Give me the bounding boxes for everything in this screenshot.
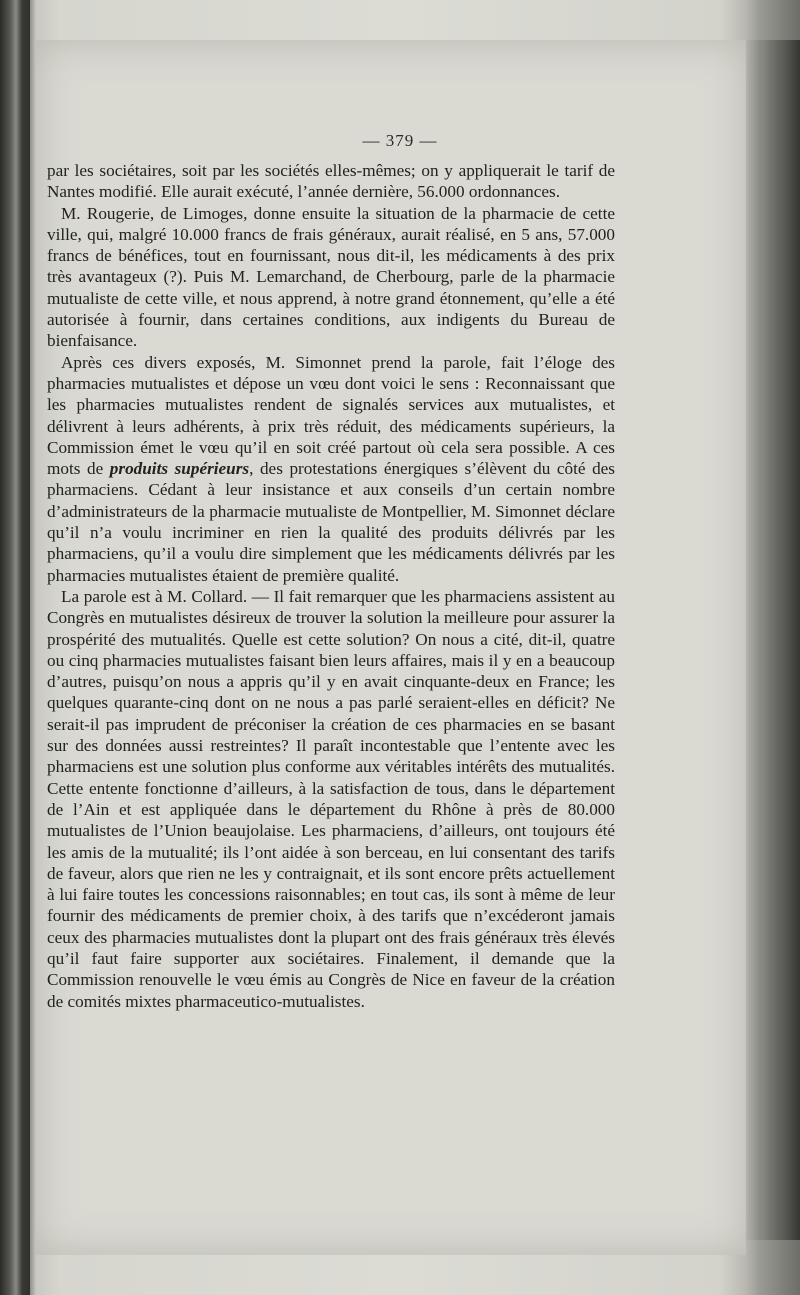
page-edge-shadow — [744, 40, 800, 1240]
paragraph-3-text-after: , des protestations énergiques s’élèvent du côté des pharmaciens. Cédant à leur insistance et aux conseils d’un certain nombre d’administrateurs de la pharmacie mutualiste de Montpellier, M. Simonnet déclare qu’il n’a voulu incriminer en rien la qualité des produits délivrés par les pharmaciens, qu’il a voulu dire simplement que les médicaments délivrés par les pharmacies mutualistes étaient de première qualité. — [47, 459, 615, 585]
book-spine-edge — [0, 0, 30, 1295]
page-number: — 379 — — [362, 131, 438, 150]
paragraph-2: M. Rougerie, de Limoges, donne ensuite la situation de la pharmacie de cette ville, qui, malgré 10.000 francs de frais généraux, aurait réalisé, en 5 ans, 57.000 francs de bénéfices, tout en fournissant, nous dit-il, les médicaments à des prix très avantageux (?). Puis M. Lemarchand, de Cherbourg, parle de la pharmacie mutualiste de cette ville, et nous apprend, à notre grand étonnement, qu’elle a été autorisée à fournir, dans certaines conditions, aux indigents du Bureau de bienfaisance. — [47, 203, 615, 351]
paragraph-3-text-before: Après ces divers exposés, M. Simonnet prend la parole, fait l’éloge des pharmacies mutualistes et dépose un vœu dont voici le sens : Reconnaissant que les pharmacies mutualistes rendent de signalés services aux mutualistes, et délivrent à leurs adhérents, à prix très réduit, des médicaments supérieurs, la Commission émet le vœu qu’il en soit créé partout où cela sera possible. A ces mots de — [47, 352, 615, 479]
paragraph-4: La parole est à M. Collard. — Il fait remarquer que les pharmaciens assistent au Congrès en mutualistes désireux de trouver la solution la meilleure pour assurer la prospérité des mutualités. Quelle est cette solution? On nous a cité, dit-il, quatre ou cinq pharmacies mutualistes faisant bien leurs affaires, mais il y en a beaucoup d’autres, puisqu’on nous a appris qu’il y en avait cinquante-deux en France; les quelques quarante-cinq dont on ne nous a pas parlé seraient-elles en déficit? Ne serait-il pas imprudent de préconiser la création de ces pharmacies en se basant sur des données aussi restreintes? Il paraît incontestable que l’entente avec les pharmaciens est une solution plus conforme aux véritables intérêts des mutualités. Cette entente fonctionne d’ailleurs, à la satisfaction de tous, dans le département de l’Ain et est appliquée dans le département du Rhône à près de 80.000 mutualistes de l’Union beaujolaise. Les pharmaciens, d’ailleurs, ont toujours été les amis de la mutualité; ils l’ont aidée à son berceau, en lui consentant des tarifs de faveur, alors que rien ne les y contraignait, et ils sont encore prêts actuellement à lui faire toutes les concessions raisonnables; en tout cas, ils sont à même de leur fournir des médicaments de premier choix, à des tarifs que n’excéderont jamais ceux des pharmacies mutualistes dont la plupart ont des frais généraux très élevés qu’il faut faire supporter aux sociétaires. Finalement, il demande que la Commission renouvelle le vœu émis au Congrès de Nice en faveur de la création de comités mixtes pharmaceutico-mutualistes. — [47, 586, 615, 1011]
paragraph-3-emphasis: produits supérieurs — [109, 459, 250, 479]
paragraph-1: par les sociétaires, soit par les sociétés elles-mêmes; on y appliquerait le tarif de Nantes modifié. Elle aurait exécuté, l’année dernière, 56.000 ordonnances. — [47, 161, 615, 202]
paragraph-3 — [47, 352, 615, 586]
body-text — [47, 160, 615, 1012]
